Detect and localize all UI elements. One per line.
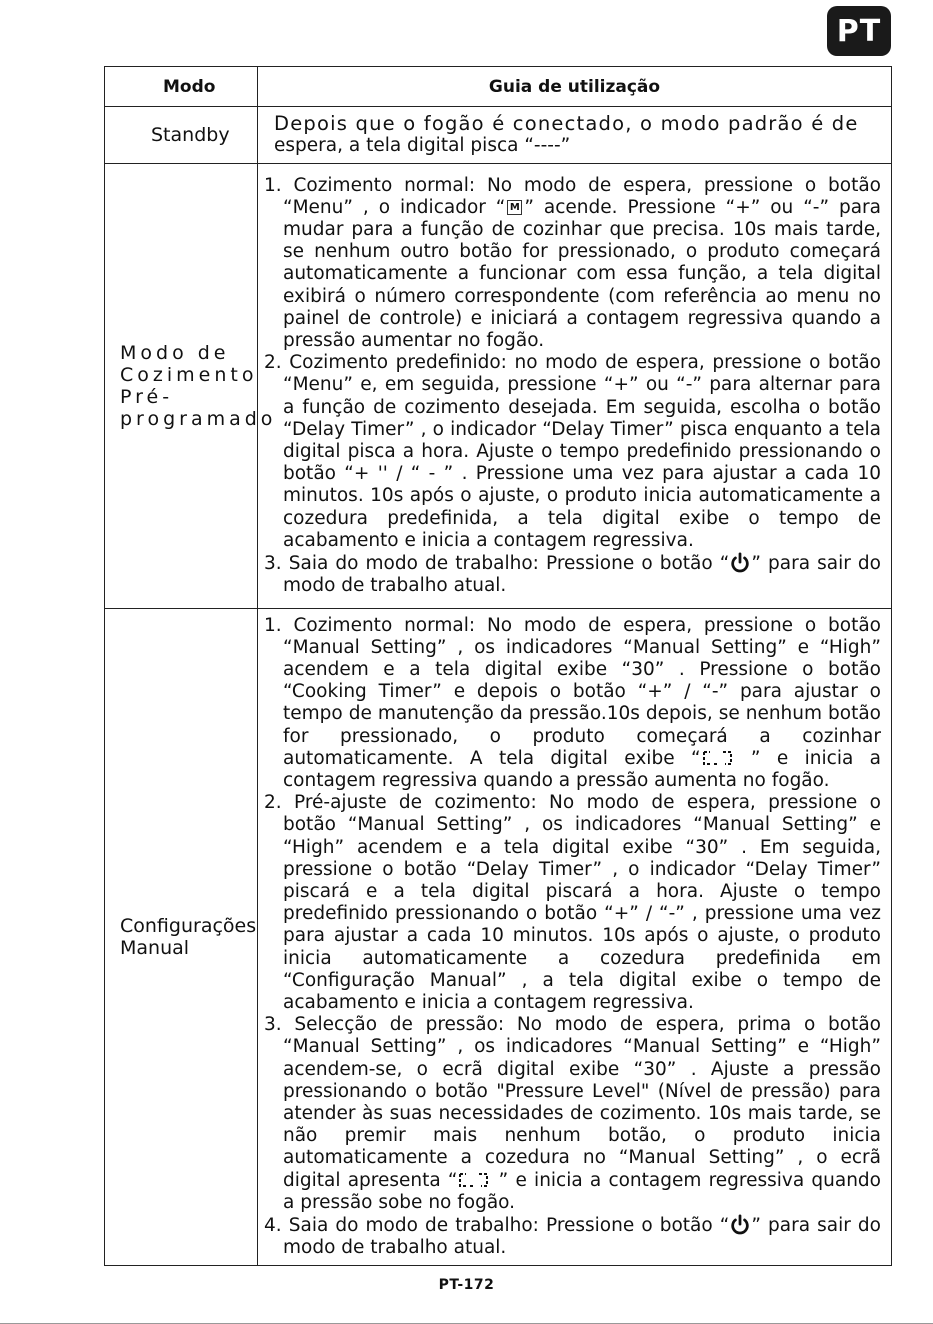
power-icon: [729, 1214, 751, 1236]
mode-manual: [105, 609, 258, 1266]
page-number: PT-172: [438, 1277, 495, 1293]
usage-guide-table: [104, 66, 892, 1266]
header-mode: Modo: [105, 67, 258, 107]
list-item: 2. Pré-ajuste de cozimento: No modo de espera, pressione o botão “Manual Setting” , os indicadores “Manual Setting” e “High” acendem e a tela digital exibe “30” . Em seguida, pressione o botão “Delay Timer” , o indicador “Delay Timer” piscará e a tela digital piscará a hora. Ajuste o tempo predefinido pressionando o botão “+” / “-” , pressione uma vez para ajustar a cada 10 minutos. 10s após o ajuste, o produto inicia automaticamente a cozedura predefinida em “Configuração Manual” , a tela digital exibe o tempo de acabamento e inicia a contagem regressiva.: [264, 792, 881, 1013]
list-item: 1. Cozimento normal: No modo de espera, pressione o botão “Menu” , o indicador “ M ” acende. Pressione “+” ou “-” para mudar para a função de cozinhar que precisa. 10s mais tarde, se nenhum outro botão for pressionado, o produto começará automaticamente a funcionar com essa função, a tela digital exibirá o número correspondente (com referência ao menu no painel de controle) e iniciará a contagem regressiva quando a pressão aumentar no fogão.: [264, 174, 881, 351]
mode-preprogrammed-label: Modo de Cozimento Pré-programado: [120, 342, 277, 430]
list-item: 3. Saia do modo de trabalho: Pressione o botão “ ” para sair do modo de trabalho atual.: [264, 553, 881, 597]
standby-line-2: espera, a tela digital pisca “----”: [274, 135, 571, 156]
standby-line-1: Depois que o fogão é conectado, o modo padrão é de: [274, 112, 859, 135]
language-badge: PT: [827, 6, 891, 56]
guide-preprogrammed: [258, 164, 892, 609]
table-row: [105, 609, 892, 1266]
table-row: [105, 164, 892, 609]
mode-preprogrammed: [105, 164, 277, 609]
digit-display-icon: [701, 750, 735, 766]
header-guide: Guia de utilização: [258, 67, 892, 107]
power-icon: [729, 552, 751, 574]
digit-display-icon: [457, 1172, 491, 1188]
guide-standby: [258, 107, 892, 164]
guide-manual: [258, 609, 892, 1266]
mode-standby: Standby: [105, 107, 258, 164]
list-item: 3. Selecção de pressão: No modo de espera, prima o botão “Manual Setting” , os indicadores “Manual Setting” e “High” acendem-se, o ecrã digital exibe “30” . Ajuste a pressão pressionando o botão "Pressure Level" (Nível de pressão) para atender às suas necessidades de cozimento. 10s mais tarde, se não premir mais nenhum botão, o produto inicia automaticamente a cozedura no “Manual Setting” , o ecrã digital apresenta “ ” e inicia a contagem regressiva quando a pressão sobe no fogão.: [264, 1014, 881, 1213]
table-header-row: [105, 67, 892, 107]
list-item: 2. Cozimento predefinido: no modo de espera, pressione o botão “Menu” e, em seguida, pressione “+” ou “-” para alternar para a função de cozimento desejada. Em seguida, escolha o botão “Delay Timer” , o indicador “Delay Timer” pisca enquanto a tela digital pisca a hora. Ajuste o tempo predefinido pressionando o botão “+ '' / “ - ” . Pressione uma vez para ajustar a cada 10 minutos. 10s após o ajuste, o produto inicia automaticamente a cozedura predefinida, a tela digital exibe o tempo de acabamento e inicia a contagem regressiva.: [264, 352, 881, 551]
table-row: [105, 107, 892, 164]
menu-indicator-icon: M: [507, 200, 522, 215]
mode-manual-label: Configurações Manual: [120, 915, 257, 959]
list-item: 1. Cozimento normal: No modo de espera, pressione o botão “Manual Setting” , os indicadores “Manual Setting” e “High” acendem e a tela digital exibe “30” . Pressione o botão “Cooking Timer” e depois o botão “+” / “-” para ajustar o tempo de manutenção da pressão.10s depois, se nenhum botão for pressionado, o produto começará a cozinhar automaticamente. A tela digital exibe “ ” e inicia a contagem regressiva quando a pressão aumenta no fogão.: [264, 614, 882, 791]
list-item: 4. Saia do modo de trabalho: Pressione o botão “ ” para sair do modo de trabalho atual.: [264, 1215, 881, 1259]
